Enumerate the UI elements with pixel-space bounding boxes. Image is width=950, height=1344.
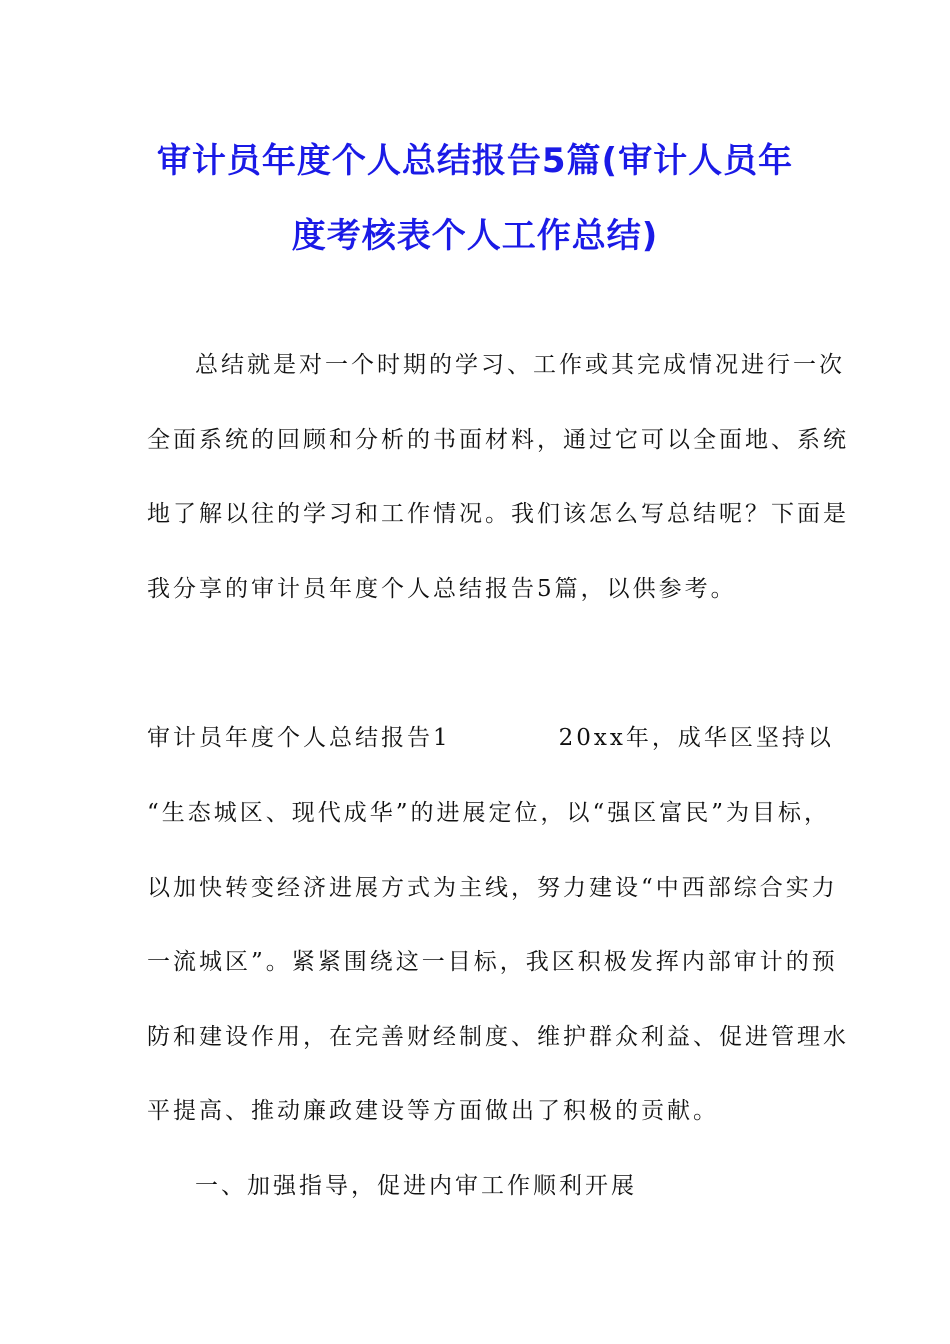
section-line-5: 防和建设作用，在完善财经制度、维护群众利益、促进管理水 <box>147 1024 849 1050</box>
intro-line-2: 全面系统的回顾和分析的书面材料，通过它可以全面地、系统 <box>147 427 849 453</box>
section-first-line-text: 20xx年，成华区坚持以 <box>558 725 834 751</box>
section-first-line <box>147 719 834 752</box>
section-line-6: 平提高、推动廉政建设等方面做出了积极的贡献。 <box>147 1098 719 1124</box>
section-line-3: 以加快转变经济进展方式为主线，努力建设“中西部综合实力 <box>147 875 838 901</box>
section-line-2: “生态城区、现代成华”的进展定位，以“强区富民”为目标， <box>147 800 831 826</box>
intro-line-4: 我分享的审计员年度个人总结报告5篇，以供参考。 <box>147 576 737 602</box>
subheading: 一、加强指导，促进内审工作顺利开展 <box>195 1173 637 1199</box>
section-heading: 审计员年度个人总结报告1 <box>147 725 451 751</box>
intro-line-1: 总结就是对一个时期的学习、工作或其完成情况进行一次 <box>195 352 845 378</box>
document-title-line-2: 度考核表个人工作总结) <box>291 216 659 256</box>
document-title-line-1: 审计员年度个人总结报告5篇(审计人员年 <box>156 141 794 181</box>
section-line-4: 一流城区”。紧紧围绕这一目标，我区积极发挥内部审计的预 <box>147 949 838 975</box>
intro-line-3: 地了解以往的学习和工作情况。我们该怎么写总结呢？下面是 <box>147 501 849 527</box>
